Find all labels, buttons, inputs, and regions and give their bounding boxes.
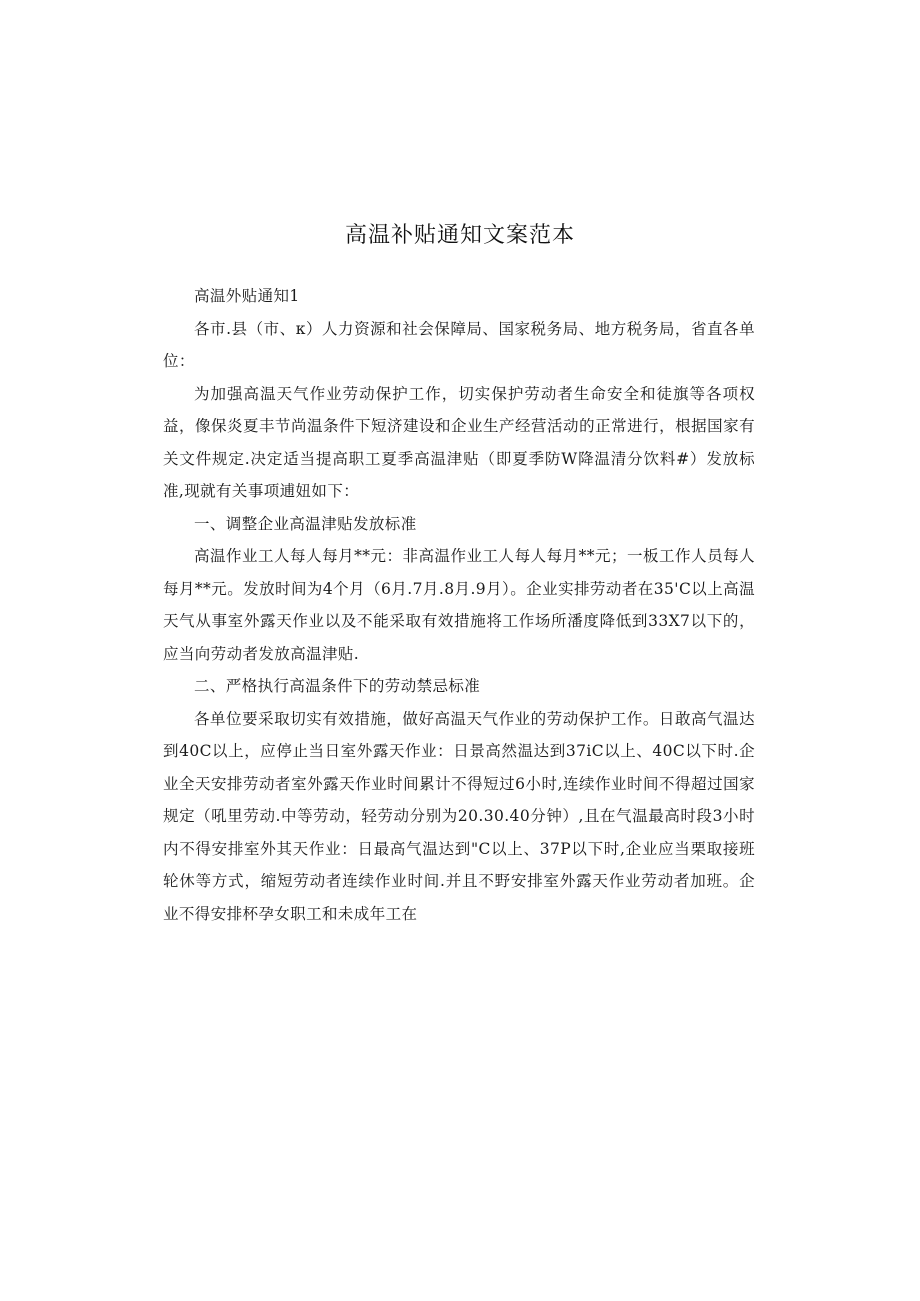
paragraph-notice-label: 高温外贴通知1 [194,287,300,305]
section-heading-2: 二、严格执行高温条件下的劳动禁忌标准 [194,677,481,695]
section-heading-1: 一、调整企业高温津贴发放标准 [194,514,417,533]
paragraph-section-1: 高温作业工人每人每月**元：非高温作业工人每人每月**元；一板工作人员每人每月**元。发放时间为4个月（6月.7月.8月.9月）。企业实排劳动者在35'C以上高温天气从事室外露天作业以及不能采取有效措施将工作场所潘度降低到33X7以下的，应当向劳动者发放高温津贴. [163,547,755,663]
paragraph-addressees: 各市.县（市、к）人力资源和社会保障局、国家税务局、地方税务局，省直各单位： [163,319,755,370]
paragraph-intro: 为加强高温天气作业劳动保护工作，切实保护劳动者生命安全和徒旗等各项权益，像保炎夏丰节尚温条件下短济建设和企业生产经营活动的正常进行，根据国家有关文件规定.决定适当提高职工夏季高温津贴（即夏季防W降温清分饮料#）发放标准,现就有关事项逋妞如下： [163,384,755,500]
document-title: 高温补贴通知文案范本 [344,223,575,248]
document-body [163,280,755,930]
paragraph-section-2: 各单位要采取切实有效措施，做好高温天气作业的劳动保护工作。日敢高气温达到40C以上，应停止当日室外露天作业：日景高然温达到37iC以上、40C以下时.企业全天安排劳动者室外露天作业时间累计不得短过6小时,连续作业时间不得超过国家规定（吼里劳动.中等劳动，轻劳动分别为20.30.40分钟）,且在气温最高时段3小时内不得安排室外其天作业：日最高气温达到"C以上、37P以下时,企业应当栗取接班轮休等方式，缩短劳动者连续作业时间.并且不野安排室外露天作业劳动者加班。企业不得安排杯孕女职工和未成年工在 [163,709,755,923]
